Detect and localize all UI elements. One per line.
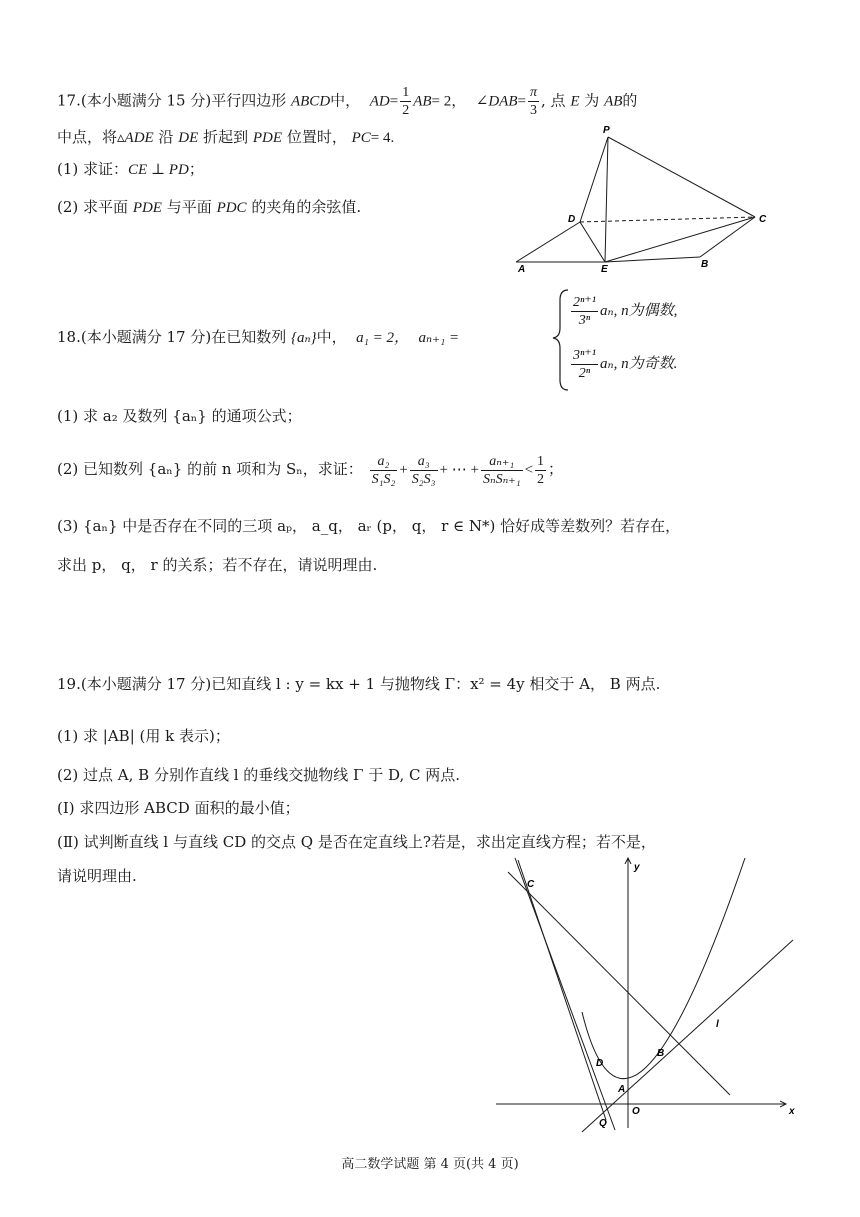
- label-Q: Q: [599, 1118, 607, 1129]
- q18-part2: (2) 已知数列 {aₙ} 的前 n 项和为 Sₙ，求证： $\frac{\text{a₂}}{\text{S₁S₂}}$ + $\frac{\text{a₃}}{\text{S₂S₃}}$ + ⋯ + $\frac{\text{aₙ₊₁}}{\text{SₙSₙ₊₁}}$ < $\frac{1}{2}$ ；: [57, 453, 564, 487]
- label-C: C: [527, 879, 535, 890]
- label-y: y: [634, 862, 640, 873]
- q19-stem: 19.(本小题满分 17 分)已知直线 l : y = kx + 1 与抛物线 Γ：x² = 4y 相交于 A， B 两点.: [57, 675, 661, 693]
- q18-part3-line1: (3) {aₙ} 中是否存在不同的三项 aₚ， a_q， aᵣ (p， q， r ∈ N*) 恰好成等差数列？若存在，: [57, 517, 681, 535]
- line-CD: [518, 860, 606, 1120]
- q19-sub1: (Ⅰ) 求四边形 ABCD 面积的最小值；: [57, 799, 300, 817]
- q18-points: (本小题满分 17 分): [80, 328, 212, 346]
- label-A: A: [618, 1084, 626, 1095]
- q17-part1: (1) 求证：CE ⊥ PD；: [57, 160, 204, 178]
- q18-part1: (1) 求 a₂ 及数列 {aₙ} 的通项公式；: [57, 407, 302, 425]
- label-E: E: [601, 264, 608, 275]
- q17-stem-line1: 17.(本小题满分 15 分)平行四边形 ABCD中， AD= $\frac{1}{2}$ AB= 2， ∠DAB= $\frac{\pi}{3}$ , 点 E 为 AB的: [57, 85, 638, 118]
- line-AD: [515, 858, 615, 1130]
- q19-part1: (1) 求 |AB| (用 k 表示)；: [57, 727, 230, 745]
- q19-part2: (2) 过点 A, B 分别作直线 l 的垂线交抛物线 Γ 于 D, C 两点.: [57, 766, 461, 784]
- label-B: B: [657, 1048, 665, 1059]
- label-D: D: [568, 214, 576, 225]
- q19-points: (本小题满分 17 分): [80, 675, 212, 693]
- label-l: l: [716, 1019, 719, 1030]
- q18-case1: $\frac{\text{2ⁿ⁺¹}}{\text{3ⁿ}}$ aₙ, n为偶数,: [573, 294, 678, 328]
- half-fraction: $\frac{1}{2}$: [402, 85, 410, 118]
- label-B: B: [701, 259, 709, 270]
- label-x: x: [789, 1106, 795, 1117]
- label-O: O: [632, 1106, 640, 1117]
- q17-points: (本小题满分 15 分): [80, 91, 212, 110]
- q18-stem: 18.(本小题满分 17 分)在已知数列 {aₙ}中， a₁ = 2， aₙ₊₁ =: [57, 328, 460, 346]
- label-P: P: [603, 125, 610, 136]
- pi-over-3-fraction: $\frac{\pi}{3}$: [529, 85, 537, 118]
- q17-part2: (2) 求平面 PDE 与平面 PDC 的夹角的余弦值.: [57, 198, 362, 216]
- label-C: C: [759, 214, 767, 225]
- label-D: D: [596, 1058, 604, 1069]
- line-l: [582, 940, 793, 1132]
- label-A: A: [518, 264, 526, 275]
- q19-sub2-line2: 请说明理由.: [57, 867, 137, 885]
- q18-part3-line2: 求出 p， q， r 的关系；若不存在，请说明理由.: [57, 556, 378, 574]
- q17-stem-line2: 中点，将▵ADE 沿 DE 折起到 PDE 位置时， PC= 4.: [57, 128, 395, 146]
- q18-case2: $\frac{\text{3ⁿ⁺¹}}{\text{2ⁿ}}$ aₙ, n为奇数.: [573, 347, 678, 381]
- page-footer: 高二数学试题 第 4 页(共 4 页): [341, 1157, 519, 1172]
- q19-sub2-line1: (Ⅱ) 试判断直线 l 与直线 CD 的交点 Q 是否在定直线上?若是，求出定直线方程；若不是，: [57, 833, 656, 851]
- parabola-curve: [582, 858, 745, 1079]
